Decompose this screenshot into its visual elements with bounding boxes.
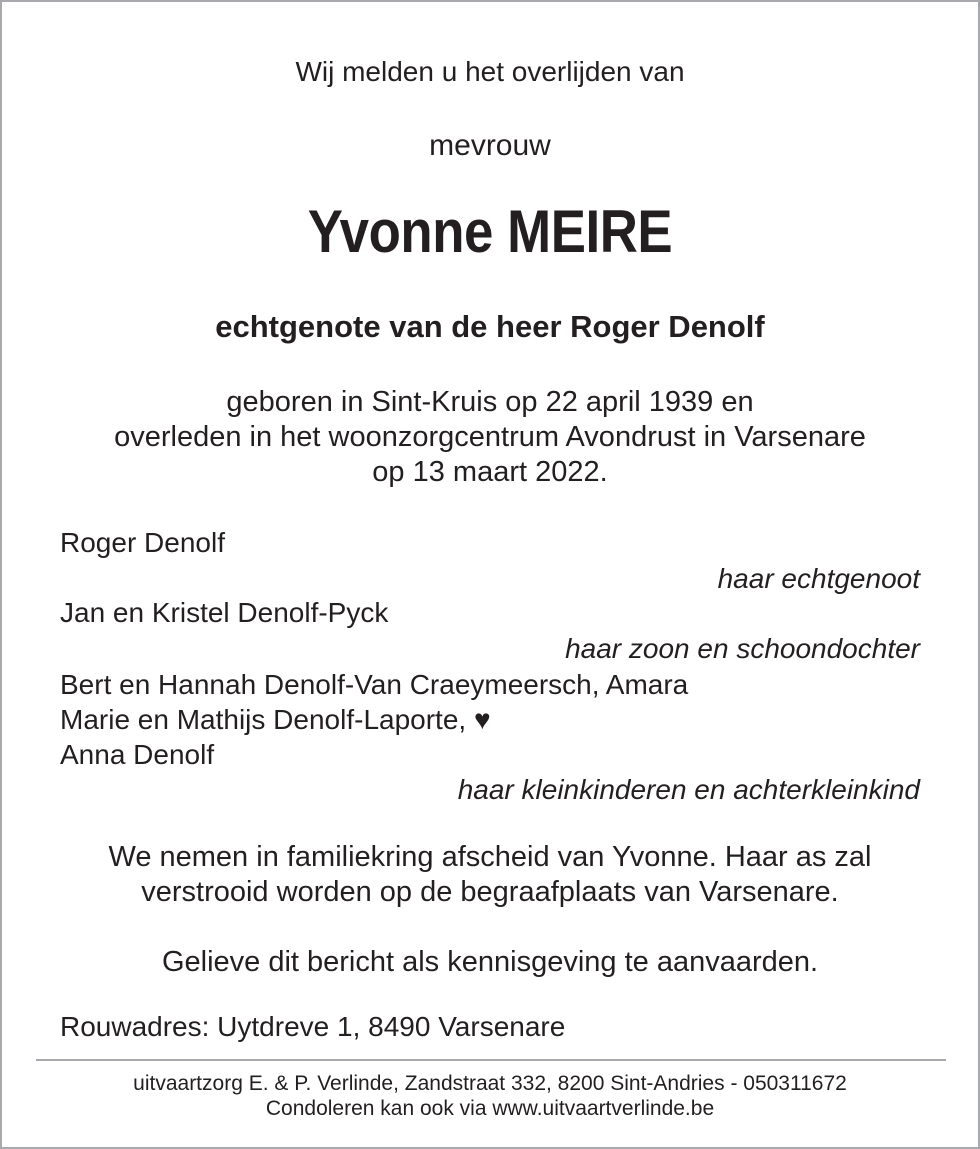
mourning-address: Rouwadres: Uytdreve 1, 8490 Varsenare bbox=[60, 1011, 566, 1042]
death-place-line: overleden in het woonzorgcentrum Avondrust in Varsenare bbox=[114, 421, 866, 453]
family-relation: haar zoon en schoondochter bbox=[565, 633, 920, 664]
acknowledgement-text: Gelieve dit bericht als kennisgeving te aanvaarden. bbox=[161, 946, 819, 978]
spouse-line: echtgenote van de heer Roger Denolf bbox=[215, 309, 765, 344]
deceased-name: Yvonne MEIRE bbox=[307, 198, 673, 265]
birth-death-details bbox=[2, 385, 978, 490]
farewell-line: We nemen in familiekring afscheid van Yvonne. Haar as zal bbox=[108, 841, 872, 873]
farewell-line: verstrooid worden op de begraafplaats van Varsenare. bbox=[141, 876, 839, 908]
family-name: Bert en Hannah Denolf-Van Craeymeersch, Amara bbox=[60, 669, 689, 700]
family-name: Roger Denolf bbox=[60, 527, 225, 558]
farewell-note bbox=[2, 840, 978, 910]
undertaker-info: uitvaartzorg E. & P. Verlinde, Zandstraat 332, 8200 Sint-Andries - 050311672 bbox=[133, 1072, 847, 1095]
death-date-line: op 13 maart 2022. bbox=[372, 456, 608, 488]
family-relation: haar kleinkinderen en achterkleinkind bbox=[457, 774, 920, 805]
birth-line: geboren in Sint-Kruis op 22 april 1939 en bbox=[226, 386, 754, 418]
family-name: Jan en Kristel Denolf-Pyck bbox=[60, 597, 389, 628]
honorific: mevrouw bbox=[429, 129, 551, 162]
family-name: Anna Denolf bbox=[60, 739, 215, 770]
family-relation: haar echtgenoot bbox=[717, 563, 920, 594]
footer bbox=[2, 1071, 978, 1121]
intro-text: Wij melden u het overlijden van bbox=[295, 56, 685, 87]
family-name: Marie en Mathijs Denolf-Laporte, ♥ bbox=[60, 704, 491, 735]
divider bbox=[36, 1059, 946, 1061]
condolence-link[interactable]: Condoleren kan ook via www.uitvaartverlinde.be bbox=[265, 1097, 715, 1120]
